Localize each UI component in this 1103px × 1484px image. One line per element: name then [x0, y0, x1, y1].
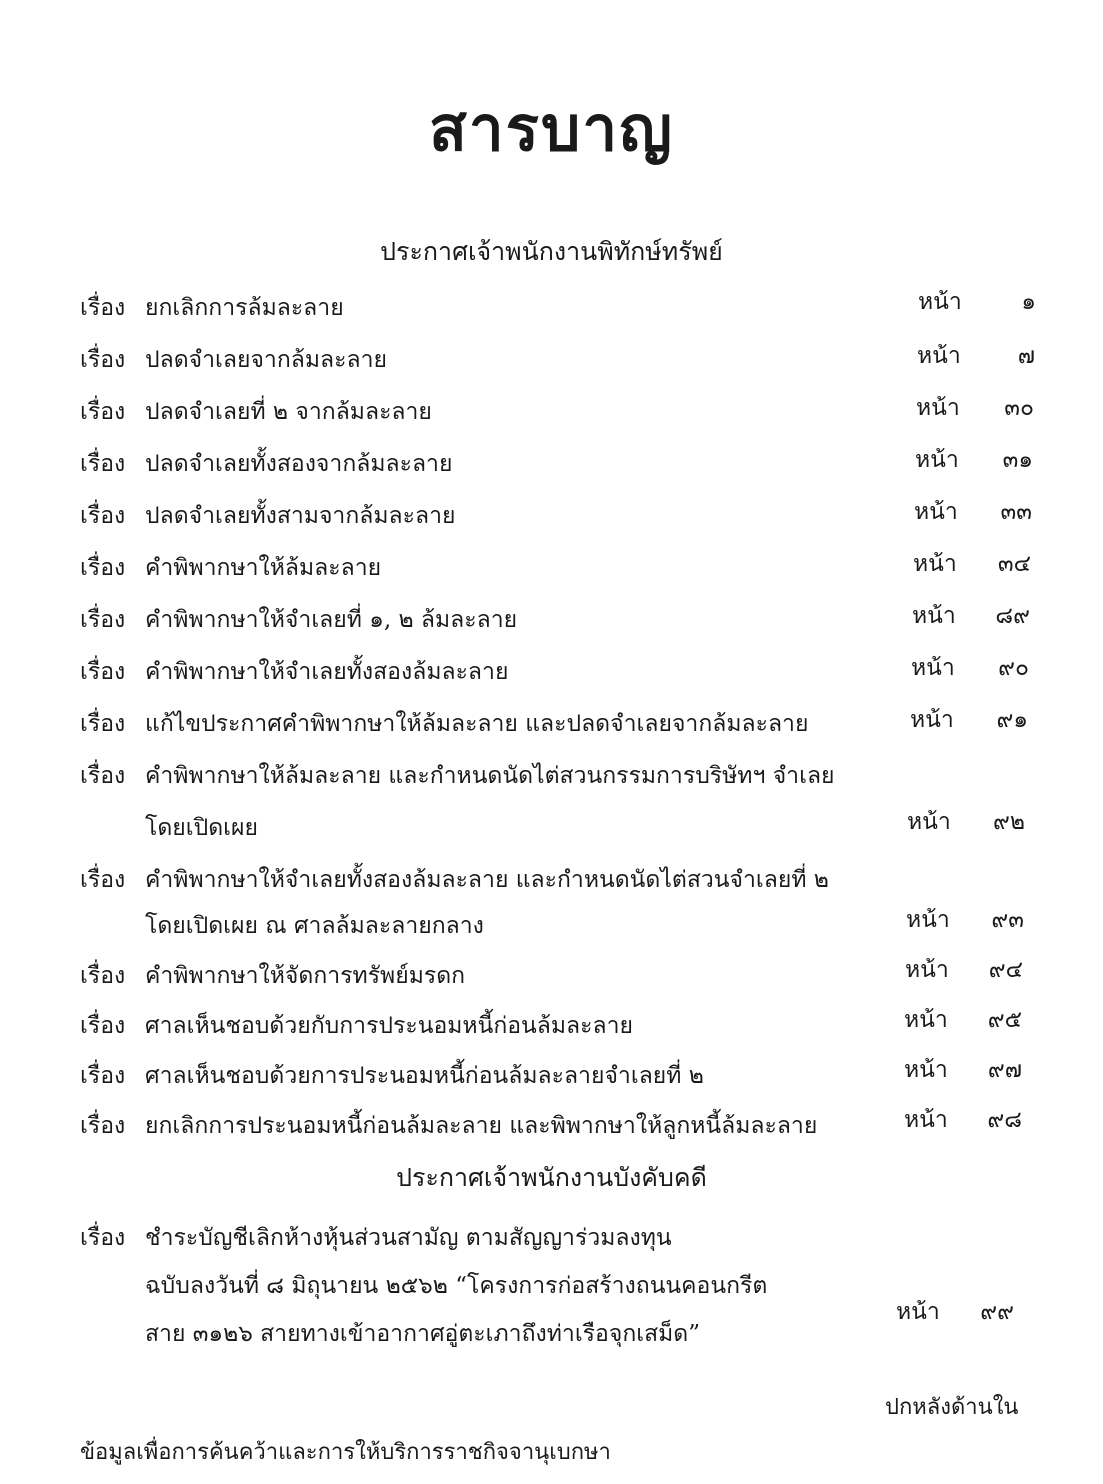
entry-title: ปลดจำเลยทั้งสองจากล้มละลาย — [145, 451, 453, 477]
toc-entry — [0, 446, 1103, 480]
entry-title: คำพิพากษาให้จัดการทรัพย์มรดก — [145, 963, 466, 989]
entry-title: ศาลเห็นชอบด้วยการประนอมหนี้ก่อนล้มละลายจำเลยที่ ๒ — [145, 1063, 704, 1089]
toc-entry — [0, 1220, 1103, 1347]
entry-prefix: เรื่อง — [80, 867, 126, 893]
page-label: หน้า — [912, 603, 956, 629]
back-cover-label: ปกหลังด้านใน — [885, 1395, 1019, 1420]
entry-title: คำพิพากษาให้จำเลยทั้งสองล้มละลาย และกำหนดนัดไต่สวนจำเลยที่ ๒ — [145, 867, 829, 893]
page-label: หน้า — [896, 1299, 940, 1325]
page-title: สารบาญ — [429, 92, 674, 165]
entry-prefix: เรื่อง — [80, 1225, 126, 1251]
page-label: หน้า — [913, 551, 957, 577]
toc-entry — [0, 550, 1103, 584]
entry-prefix: เรื่อง — [80, 963, 126, 989]
toc-entry — [0, 394, 1103, 428]
entry-prefix: เรื่อง — [80, 659, 126, 685]
page-label: หน้า — [904, 1007, 948, 1033]
section-heading-trustee: ประกาศเจ้าพนักงานพิทักษ์ทรัพย์ — [380, 237, 723, 266]
toc-entry — [0, 654, 1103, 688]
page-label: หน้า — [918, 289, 962, 315]
toc-entry — [0, 1108, 1103, 1142]
toc-entry — [0, 1058, 1103, 1092]
page-number: ๗ — [1017, 343, 1035, 369]
toc-entry — [0, 602, 1103, 636]
page-number: ๓๓ — [1000, 499, 1032, 525]
page-label: หน้า — [916, 395, 960, 421]
page-number: ๘๙ — [995, 603, 1030, 629]
toc-entry — [0, 958, 1103, 992]
entry-prefix: เรื่อง — [80, 1063, 126, 1089]
page-number: ๙๑ — [996, 707, 1028, 733]
page-number: ๙๘ — [987, 1107, 1022, 1133]
entry-title: ชำระบัญชีเลิกห้างหุ้นส่วนสามัญ ตามสัญญาร่วมลงทุน — [145, 1225, 672, 1251]
entry-prefix: เรื่อง — [80, 503, 126, 529]
page-label: หน้า — [905, 957, 949, 983]
entry-title-continuation: โดยเปิดเผย ณ ศาลล้มละลายกลาง — [145, 913, 484, 939]
page-number: ๙๐ — [998, 655, 1029, 681]
entry-prefix: เรื่อง — [80, 399, 126, 425]
toc-entry — [0, 862, 1103, 939]
page-number: ๙๕ — [987, 1007, 1022, 1033]
entry-title: ปลดจำเลยจากล้มละลาย — [145, 347, 387, 373]
page-label: หน้า — [904, 1057, 948, 1083]
entry-prefix: เรื่อง — [80, 555, 126, 581]
page-label: หน้า — [911, 655, 955, 681]
entry-title: คำพิพากษาให้ล้มละลาย — [145, 555, 382, 581]
page-label: หน้า — [915, 447, 959, 473]
entry-title: ปลดจำเลยทั้งสามจากล้มละลาย — [145, 503, 456, 529]
toc-entry — [0, 498, 1103, 532]
toc-entry — [0, 1008, 1103, 1042]
entry-prefix: เรื่อง — [80, 1113, 126, 1139]
entry-prefix: เรื่อง — [80, 1013, 126, 1039]
entry-prefix: เรื่อง — [80, 763, 126, 789]
entry-prefix: เรื่อง — [80, 711, 126, 737]
page-label: หน้า — [910, 707, 954, 733]
entry-title: คำพิพากษาให้จำเลยทั้งสองล้มละลาย — [145, 659, 509, 685]
page-number: ๙๓ — [991, 907, 1024, 933]
toc-entry — [0, 706, 1103, 740]
page-label: หน้า — [914, 499, 958, 525]
page-number: ๓๑ — [1002, 447, 1033, 473]
entry-title-continuation: ฉบับลงวันที่ ๘ มิถุนายน ๒๕๖๒ “โครงการก่อสร้างถนนคอนกรีต — [145, 1273, 768, 1299]
page-number: ๙๙ — [980, 1299, 1014, 1325]
section-heading-enforcement: ประกาศเจ้าพนักงานบังคับคดี — [396, 1163, 707, 1192]
page-number: ๑ — [1021, 289, 1036, 315]
entry-title: ศาลเห็นชอบด้วยกับการประนอมหนี้ก่อนล้มละลาย — [145, 1013, 633, 1039]
entry-title: คำพิพากษาให้ล้มละลาย และกำหนดนัดไต่สวนกรรมการบริษัทฯ จำเลย — [145, 763, 835, 789]
page-label: หน้า — [904, 1107, 948, 1133]
page-label: หน้า — [906, 907, 950, 933]
entry-title: แก้ไขประกาศคำพิพากษาให้ล้มละลาย และปลดจำเลยจากล้มละลาย — [145, 711, 809, 737]
entry-prefix: เรื่อง — [80, 347, 126, 373]
entry-title-continuation: โดยเปิดเผย — [145, 815, 258, 841]
entry-title: คำพิพากษาให้จำเลยที่ ๑, ๒ ล้มละลาย — [145, 607, 518, 633]
footer-note: ข้อมูลเพื่อการค้นคว้าและการให้บริการราชกิจจานุเบกษา — [80, 1440, 611, 1465]
toc-entry — [0, 758, 1103, 841]
entry-title: ปลดจำเลยที่ ๒ จากล้มละลาย — [145, 399, 432, 425]
page-number: ๙๒ — [992, 809, 1025, 835]
entry-title: ยกเลิกการล้มละลาย — [145, 295, 344, 321]
toc-entry — [0, 342, 1103, 376]
page-label: หน้า — [917, 343, 961, 369]
entry-prefix: เรื่อง — [80, 451, 126, 477]
page-number: ๓๐ — [1004, 395, 1034, 421]
page-label: หน้า — [907, 809, 951, 835]
page-number: ๙๗ — [987, 1057, 1022, 1083]
entry-prefix: เรื่อง — [80, 607, 126, 633]
entry-title: ยกเลิกการประนอมหนี้ก่อนล้มละลาย และพิพากษาให้ลูกหนี้ล้มละลาย — [145, 1113, 818, 1139]
page-number: ๓๔ — [997, 551, 1031, 577]
entry-prefix: เรื่อง — [80, 295, 126, 321]
page-number: ๙๔ — [988, 957, 1023, 983]
entry-title-continuation: สาย ๓๑๒๖ สายทางเข้าอากาศอู่ตะเภาถึงท่าเรือจุกเสม็ด” — [145, 1321, 700, 1347]
toc-entry — [0, 290, 1103, 324]
